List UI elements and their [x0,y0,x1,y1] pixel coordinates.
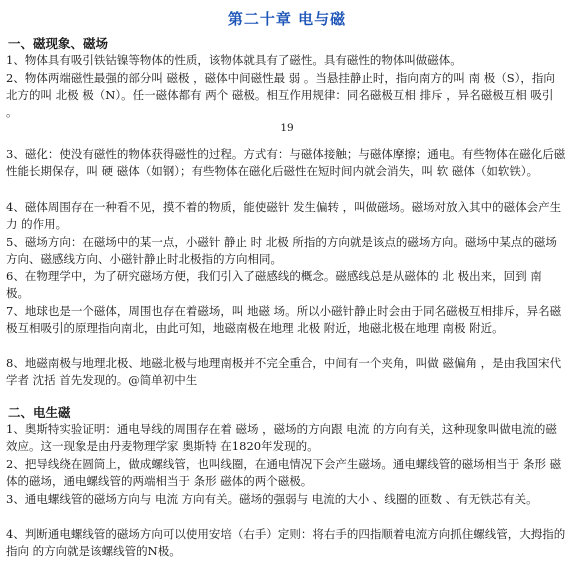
paragraph-12: 4、判断通电螺线管的磁场方向可以使用安培（右手）定则：将右手的四指顺着电流方向抓住螺线管，大拇指的指向 的方向就是该螺线管的N极。 [6,527,566,559]
paragraph-9: 1、奥斯特实验证明：通电导线的周围存在着 磁场 ，磁场的方向跟 电流 的方向有关，这种现象叫做电流的磁效应。这一现象是由丹麦物理学家 奥斯特 在1820年发现的。 [6,422,557,454]
paragraph-3: 3、磁化：使没有磁性的物体获得磁性的过程。方式有：与磁体接触；与磁体摩擦；通电。有些物体在磁化后磁性能长期保存，叫 硬 磁体（如钢）；有些物体在磁化后磁性在短时间内就会消失，叫 软 磁体（如软铁）。 [6,147,566,179]
section-heading-electromagnetism: 二、电生磁 [8,405,71,420]
paragraph-6: 6、在物理学中，为了研究磁场方便，我们引入了磁感线的概念。磁感线总是从磁体的 北 极出来，回到 南 极。 [6,269,542,301]
section-heading-magnetism: 一、磁现象、磁场 [8,36,109,51]
paragraph-2: 2、物体两端磁性最强的部分叫 磁极 ，磁体中间磁性最 弱 。当悬挂静止时，指向南方的叫 南 极（S），指向北方的叫 北极 极（N）。任一磁体都有 两个 磁极。相互作用规律：同名磁极互相 排斥 ，异名磁极互相 吸引 。 [6,71,555,120]
paragraph-8: 8、地磁南极与地理北极、地磁北极与地理南极并不完全重合，中间有一个夹角，叫做 磁偏角 ，是由我国宋代学者 沈括 首先发现的。@简单初中生 [6,356,562,388]
chapter-title: 第二十章 电与磁 [227,10,347,28]
page-number: 19 [280,122,294,134]
paragraph-1: 1、物体具有吸引铁钴镍等物体的性质，该物体就具有了磁性。具有磁性的物体叫做磁体。 [6,53,462,67]
paragraph-4: 4、磁体周围存在一种看不见，摸不着的物质，能使磁针 发生偏转 ，叫做磁场。磁场对放入其中的磁体会产生 力 的作用。 [6,200,562,232]
paragraph-10: 2、把导线绕在圆筒上，做成螺线管，也叫线圈，在通电情况下会产生磁场。通电螺线管的磁场相当于 条形 磁体的磁场，通电螺线管的两端相当于 条形 磁体的两个磁极。 [6,457,562,489]
paragraph-7: 7、地球也是一个磁体，周围也存在着磁场，叫 地磁 场。所以小磁针静止时会由于同名磁极互相排斥，异名磁极互相吸引的原理指向南北，由此可知，地磁南极在地理 北极 附近，地磁北极在地理 南极 附近。 [6,304,562,336]
paragraph-5: 5、磁场方向：在磁场中的某一点，小磁针 静止 时 北极 所指的方向就是该点的磁场方向。磁场中某点的磁场方向、磁感线方向、小磁针静止时北极指的方向相同。 [6,235,557,267]
paragraph-11: 3、通电螺线管的磁场方向与 电流 方向有关。磁场的强弱与 电流的大小 、线圈的匝数 、有无铁芯有关。 [6,492,538,506]
